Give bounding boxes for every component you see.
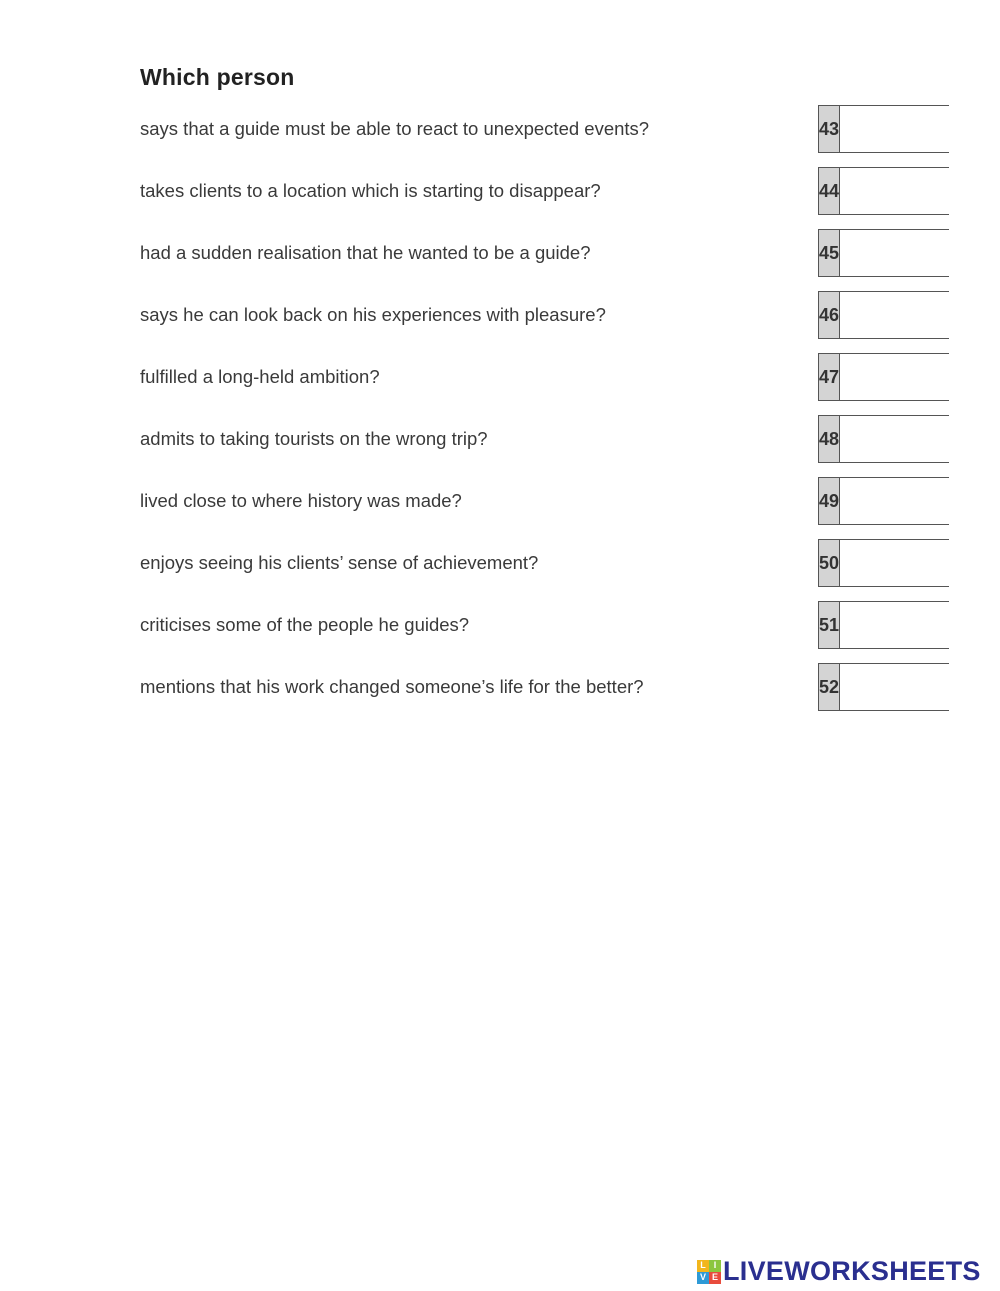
- answer-box: [818, 167, 949, 215]
- answer-box: [818, 353, 949, 401]
- question-number: 50: [819, 540, 840, 586]
- page-title: Which person: [140, 64, 295, 90]
- question-text: fulfilled a long-held ambition?: [140, 366, 380, 387]
- question-number: 44: [819, 168, 840, 214]
- answer-input[interactable]: [840, 602, 1000, 648]
- answer-box: [818, 415, 949, 463]
- brand-name: LIVEWORKSHEETS: [723, 1256, 981, 1286]
- answer-input[interactable]: [840, 230, 1000, 276]
- question-row: [0, 601, 1000, 651]
- answer-box: [818, 539, 949, 587]
- question-text: says that a guide must be able to react to unexpected events?: [140, 118, 650, 139]
- question-number: 48: [819, 416, 840, 462]
- answer-box: [818, 105, 949, 153]
- question-text: admits to taking tourists on the wrong trip?: [140, 428, 488, 449]
- question-row: [0, 539, 1000, 589]
- question-number: 52: [819, 664, 840, 710]
- answer-input[interactable]: [840, 292, 1000, 338]
- answer-box: [818, 477, 949, 525]
- question-text: mentions that his work changed someone’s life for the better?: [140, 676, 644, 697]
- logo-letter: I: [709, 1260, 721, 1272]
- logo-letter: E: [709, 1272, 721, 1284]
- question-number: 45: [819, 230, 840, 276]
- answer-input[interactable]: [840, 478, 1000, 524]
- question-text: enjoys seeing his clients’ sense of achievement?: [140, 552, 539, 573]
- question-text: had a sudden realisation that he wanted to be a guide?: [140, 242, 591, 263]
- question-text: criticises some of the people he guides?: [140, 614, 470, 635]
- liveworksheets-brand: [697, 1256, 981, 1287]
- logo-letter: V: [697, 1272, 709, 1284]
- question-row: [0, 229, 1000, 279]
- answer-box: [818, 601, 949, 649]
- answer-input[interactable]: [840, 416, 1000, 462]
- answer-input[interactable]: [840, 106, 1000, 152]
- question-row: [0, 663, 1000, 713]
- logo-letter: L: [697, 1260, 709, 1272]
- question-row: [0, 167, 1000, 217]
- question-text: lived close to where history was made?: [140, 490, 462, 511]
- question-number: 43: [819, 106, 840, 152]
- question-number: 46: [819, 292, 840, 338]
- question-row: [0, 291, 1000, 341]
- answer-box: [818, 291, 949, 339]
- question-row: [0, 353, 1000, 403]
- question-text: says he can look back on his experiences with pleasure?: [140, 304, 606, 325]
- question-row: [0, 105, 1000, 155]
- question-number: 49: [819, 478, 840, 524]
- answer-box: [818, 663, 949, 711]
- question-row: [0, 477, 1000, 527]
- answer-input[interactable]: [840, 664, 1000, 710]
- liveworksheets-logo-icon: [697, 1260, 721, 1284]
- answer-input[interactable]: [840, 354, 1000, 400]
- question-number: 51: [819, 602, 840, 648]
- question-row: [0, 415, 1000, 465]
- answer-input[interactable]: [840, 540, 1000, 586]
- answer-input[interactable]: [840, 168, 1000, 214]
- question-number: 47: [819, 354, 840, 400]
- question-text: takes clients to a location which is starting to disappear?: [140, 180, 601, 201]
- answer-box: [818, 229, 949, 277]
